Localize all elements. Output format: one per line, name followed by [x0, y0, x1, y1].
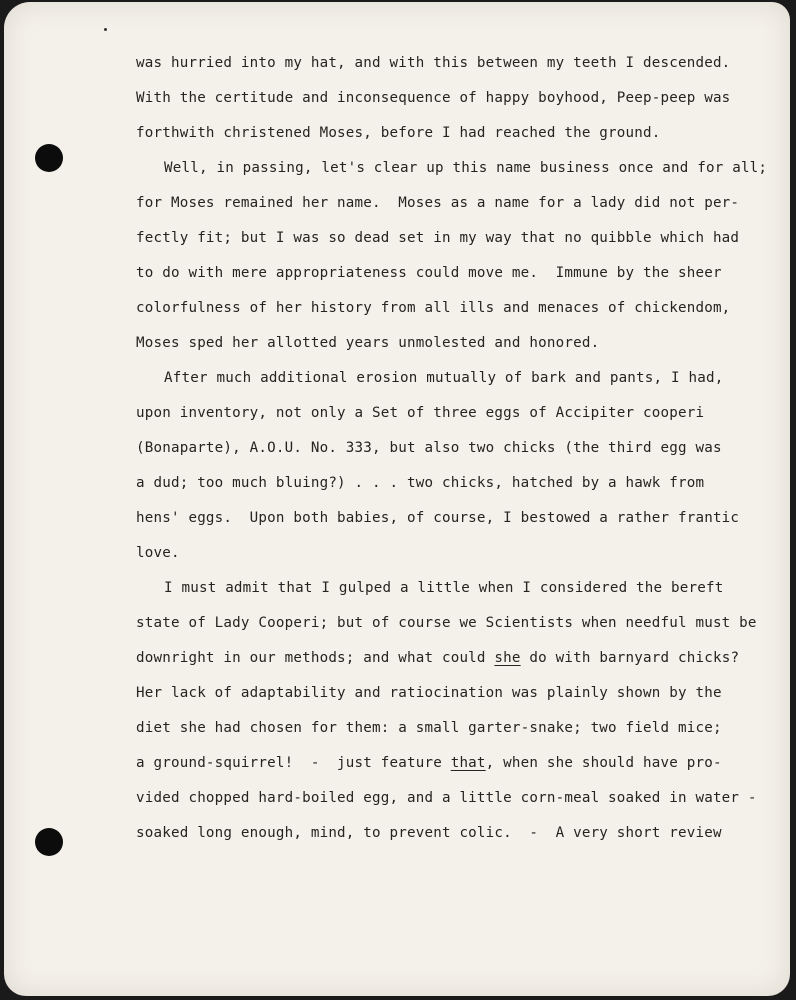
text-line-11: upon inventory, not only a Set of three eggs of Accipiter cooperi — [136, 405, 705, 421]
text-line-2: With the certitude and inconsequence of happy boyhood, Peep-peep was — [136, 90, 731, 106]
text-line-23: soaked long enough, mind, to prevent colic. - A very short review — [136, 825, 722, 841]
text-line-18 — [136, 649, 739, 667]
text-line-14: hens' eggs. Upon both babies, of course, I bestowed a rather frantic — [136, 510, 740, 526]
text-line-16: I must admit that I gulped a little when I considered the bereft — [164, 580, 724, 596]
text-line-12: (Bonaparte), A.O.U. No. 333, but also two chicks (the third egg was — [136, 440, 722, 456]
text-line-3: forthwith christened Moses, before I had reached the ground. — [136, 125, 661, 141]
text-line-22: vided chopped hard-boiled egg, and a little corn-meal soaked in water - — [136, 790, 757, 806]
typewritten-text — [4, 2, 790, 996]
text-line-9: Moses sped her allotted years unmolested and honored. — [136, 335, 600, 351]
text-line-13: a dud; too much bluing?) . . . two chicks, hatched by a hawk from — [136, 475, 705, 491]
text-line-6: fectly fit; but I was so dead set in my way that no quibble which had — [136, 230, 740, 246]
text-line-1: was hurried into my hat, and with this between my teeth I descended. — [136, 55, 731, 71]
text-line-8: colorfulness of her history from all ills and menaces of chickendom, — [136, 300, 731, 316]
text-line-20: diet she had chosen for them: a small garter-snake; two field mice; — [136, 720, 722, 736]
text-line-7: to do with mere appropriateness could move me. Immune by the sheer — [136, 265, 722, 281]
text-line-19: Her lack of adaptability and ratiocination was plainly shown by the — [136, 685, 722, 701]
text-segment: downright in our methods; and what could — [136, 650, 495, 666]
text-segment: a ground-squirrel! - just feature — [136, 755, 451, 771]
underlined-word-that: that — [450, 755, 486, 771]
text-segment: do with barnyard chicks? — [520, 650, 740, 666]
text-line-4: Well, in passing, let's clear up this name business once and for all; — [164, 160, 768, 176]
text-line-10: After much additional erosion mutually of bark and pants, I had, — [164, 370, 724, 386]
underlined-word-she: she — [494, 650, 521, 666]
text-line-15: love. — [136, 545, 180, 561]
text-segment: , when she should have pro- — [485, 755, 722, 771]
paper-sheet — [4, 2, 790, 996]
text-line-17: state of Lady Cooperi; but of course we Scientists when needful must be — [136, 615, 757, 631]
text-line-21 — [136, 754, 722, 772]
text-line-5: for Moses remained her name. Moses as a name for a lady did not per- — [136, 195, 740, 211]
